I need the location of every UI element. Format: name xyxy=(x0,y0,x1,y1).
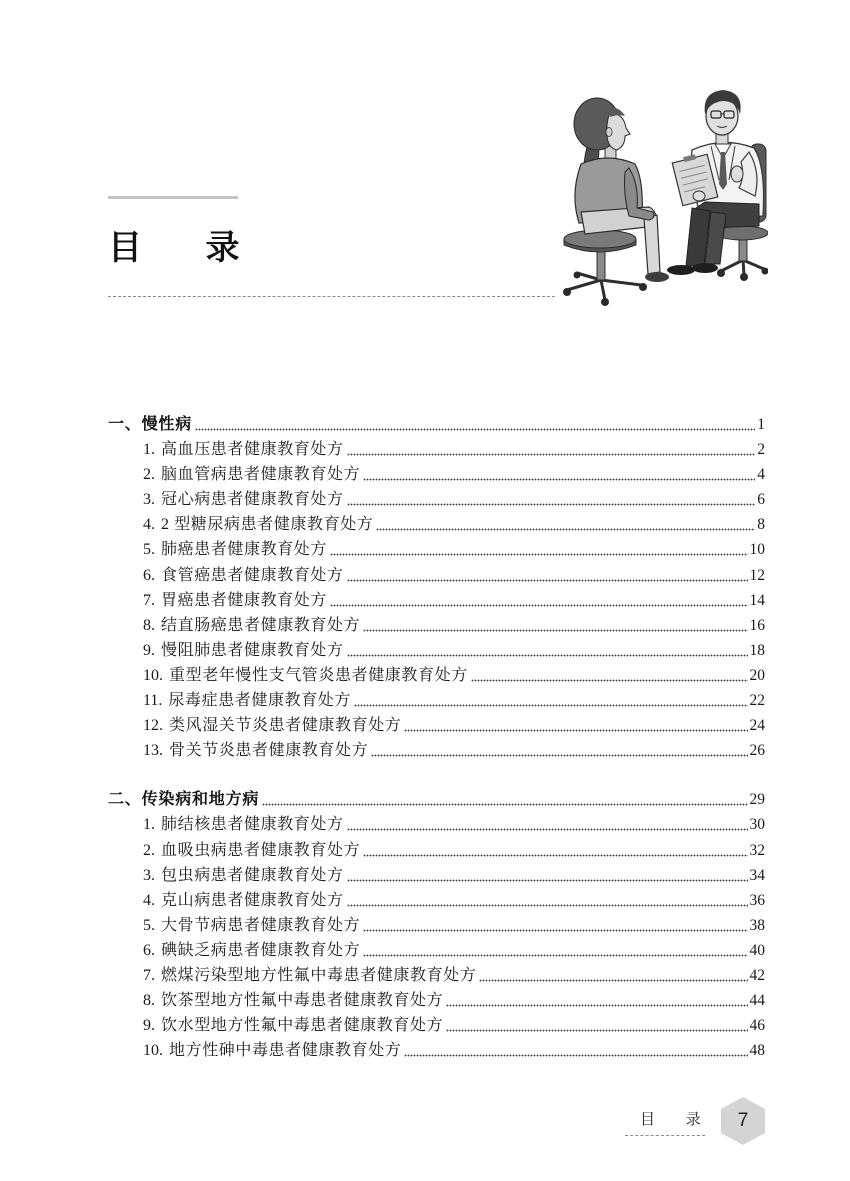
entry-page-number: 16 xyxy=(749,616,765,634)
section-page-number: 29 xyxy=(749,791,765,809)
entry-number: 3. xyxy=(143,866,155,884)
toc-entry xyxy=(108,487,765,512)
entry-number: 7. xyxy=(143,966,155,984)
patient-figure xyxy=(574,98,669,282)
toc-entry xyxy=(108,512,765,537)
entry-title: 骨关节炎患者健康教育处方 xyxy=(169,742,369,760)
toc-entry xyxy=(108,863,765,888)
dot-leader xyxy=(446,988,747,1013)
toc-entry xyxy=(108,738,765,763)
entry-number: 6. xyxy=(143,941,155,959)
entry-title: 类风湿关节炎患者健康教育处方 xyxy=(169,717,402,735)
toc-entry xyxy=(108,638,765,663)
entry-number: 1. xyxy=(143,441,155,459)
entry-number: 12. xyxy=(143,717,163,735)
entry-number: 10. xyxy=(143,666,163,684)
dot-leader xyxy=(330,537,747,562)
entry-number: 3. xyxy=(143,491,155,509)
patient-stool xyxy=(563,230,647,306)
entry-title: 燃煤污染型地方性氟中毒患者健康教育处方 xyxy=(161,966,477,984)
dot-leader xyxy=(471,663,748,688)
toc-entry xyxy=(108,663,765,688)
toc-entry xyxy=(108,938,765,963)
dot-leader xyxy=(347,487,756,512)
section-title: 一、慢性病 xyxy=(108,416,193,433)
entry-title: 肺癌患者健康教育处方 xyxy=(161,541,328,559)
dot-leader xyxy=(347,863,748,888)
toc-entry xyxy=(108,913,765,938)
toc-entry xyxy=(108,563,765,588)
dot-leader xyxy=(195,412,755,437)
toc-entry xyxy=(108,888,765,913)
dot-leader xyxy=(376,512,755,537)
entry-title: 结直肠癌患者健康教育处方 xyxy=(161,616,361,634)
entry-title: 重型老年慢性支气管炎患者健康教育处方 xyxy=(169,666,468,684)
footer-section-label: 目 录 xyxy=(640,1112,701,1128)
entry-page-number: 2 xyxy=(757,441,765,459)
title-top-rule xyxy=(108,196,238,199)
entry-page-number: 38 xyxy=(749,916,765,934)
entry-number: 9. xyxy=(143,641,155,659)
entry-page-number: 20 xyxy=(749,666,765,684)
dot-leader xyxy=(262,787,747,812)
section-title: 二、传染病和地方病 xyxy=(108,791,260,809)
entry-title: 大骨节病患者健康教育处方 xyxy=(161,916,361,934)
toc-entry xyxy=(108,988,765,1013)
entry-title: 冠心病患者健康教育处方 xyxy=(161,491,344,509)
entry-page-number: 12 xyxy=(749,566,765,584)
toc-section xyxy=(108,787,765,1063)
entry-title: 尿毒症患者健康教育处方 xyxy=(168,692,352,710)
entry-number: 10. xyxy=(143,1042,163,1060)
entry-page-number: 34 xyxy=(749,866,765,884)
dot-leader xyxy=(347,638,748,663)
dot-leader xyxy=(371,738,747,763)
dot-leader xyxy=(404,1038,747,1063)
dot-leader xyxy=(446,1013,747,1038)
toc-entry xyxy=(108,537,765,562)
entry-number: 2. xyxy=(143,841,155,859)
entry-page-number: 18 xyxy=(749,641,765,659)
dot-leader xyxy=(363,613,747,638)
toc-entry xyxy=(108,713,765,738)
entry-title: 饮水型地方性氟中毒患者健康教育处方 xyxy=(161,1017,444,1035)
entry-number: 1. xyxy=(143,816,155,834)
dot-leader xyxy=(363,938,747,963)
entry-title: 高血压患者健康教育处方 xyxy=(161,441,344,459)
entry-number: 5. xyxy=(143,541,155,559)
toc-entry xyxy=(108,812,765,837)
entry-title: 慢阻肺患者健康教育处方 xyxy=(161,641,344,659)
toc-entry xyxy=(108,963,765,988)
section-page-number: 1 xyxy=(757,416,765,433)
entry-page-number: 48 xyxy=(749,1042,765,1060)
dot-leader xyxy=(363,913,747,938)
dot-leader xyxy=(347,812,748,837)
entry-page-number: 22 xyxy=(749,692,765,710)
dot-leader xyxy=(479,963,747,988)
entry-number: 4. xyxy=(143,516,155,534)
entry-title: 肺结核患者健康教育处方 xyxy=(161,816,344,834)
entry-title: 碘缺乏病患者健康教育处方 xyxy=(161,941,361,959)
entry-title: 脑血管病患者健康教育处方 xyxy=(161,466,361,484)
toc-section xyxy=(108,412,765,763)
toc-entry xyxy=(108,688,765,713)
toc-section-heading xyxy=(108,787,765,812)
entry-number: 9. xyxy=(143,1017,155,1035)
doctor-figure xyxy=(667,90,764,275)
dot-leader xyxy=(347,888,748,913)
entry-title: 血吸虫病患者健康教育处方 xyxy=(161,841,361,859)
entry-number: 2. xyxy=(143,466,155,484)
entry-page-number: 10 xyxy=(749,541,765,559)
entry-title: 2 型糖尿病患者健康教育处方 xyxy=(161,516,374,534)
entry-page-number: 44 xyxy=(749,992,765,1010)
dot-leader xyxy=(354,688,747,713)
entry-page-number: 4 xyxy=(757,466,765,484)
entry-number: 13. xyxy=(143,742,163,760)
entry-number: 4. xyxy=(143,891,155,909)
entry-page-number: 46 xyxy=(749,1017,765,1035)
entry-number: 7. xyxy=(143,591,155,609)
toc-entry xyxy=(108,588,765,613)
entry-title: 克山病患者健康教育处方 xyxy=(161,891,344,909)
page-title: 目 录 xyxy=(108,229,240,267)
toc-entry xyxy=(108,1038,765,1063)
entry-page-number: 8 xyxy=(757,516,765,534)
footer-dashed-rule xyxy=(625,1135,705,1136)
toc-entry xyxy=(108,437,765,462)
toc-entry xyxy=(108,1013,765,1038)
entry-number: 8. xyxy=(143,992,155,1010)
dot-leader xyxy=(363,462,755,487)
entry-page-number: 26 xyxy=(749,742,765,760)
entry-page-number: 36 xyxy=(749,891,765,909)
entry-title: 食管癌患者健康教育处方 xyxy=(161,566,344,584)
entry-number: 5. xyxy=(143,916,155,934)
toc-section-heading xyxy=(108,412,765,437)
dot-leader xyxy=(347,437,756,462)
doctor-patient-illustration xyxy=(553,84,768,309)
dot-leader xyxy=(404,713,747,738)
entry-title: 饮茶型地方性氟中毒患者健康教育处方 xyxy=(161,992,444,1010)
toc-entry xyxy=(108,838,765,863)
entry-page-number: 32 xyxy=(749,841,765,859)
entry-title: 地方性砷中毒患者健康教育处方 xyxy=(169,1042,402,1060)
dot-leader xyxy=(330,588,747,613)
toc-entry xyxy=(108,462,765,487)
entry-page-number: 40 xyxy=(749,941,765,959)
toc-entry xyxy=(108,613,765,638)
entry-number: 11. xyxy=(143,692,163,710)
entry-page-number: 6 xyxy=(757,491,765,509)
entry-title: 胃癌患者健康教育处方 xyxy=(161,591,328,609)
entry-number: 6. xyxy=(143,566,155,584)
entry-title: 包虫病患者健康教育处方 xyxy=(161,866,344,884)
dot-leader xyxy=(347,563,748,588)
entry-page-number: 42 xyxy=(749,966,765,984)
title-dashed-rule xyxy=(108,296,555,297)
page-number: 7 xyxy=(737,1110,749,1131)
table-of-contents xyxy=(108,412,765,1063)
entry-page-number: 30 xyxy=(749,816,765,834)
dot-leader xyxy=(363,838,747,863)
entry-page-number: 14 xyxy=(749,591,765,609)
entry-number: 8. xyxy=(143,616,155,634)
entry-page-number: 24 xyxy=(749,717,765,735)
